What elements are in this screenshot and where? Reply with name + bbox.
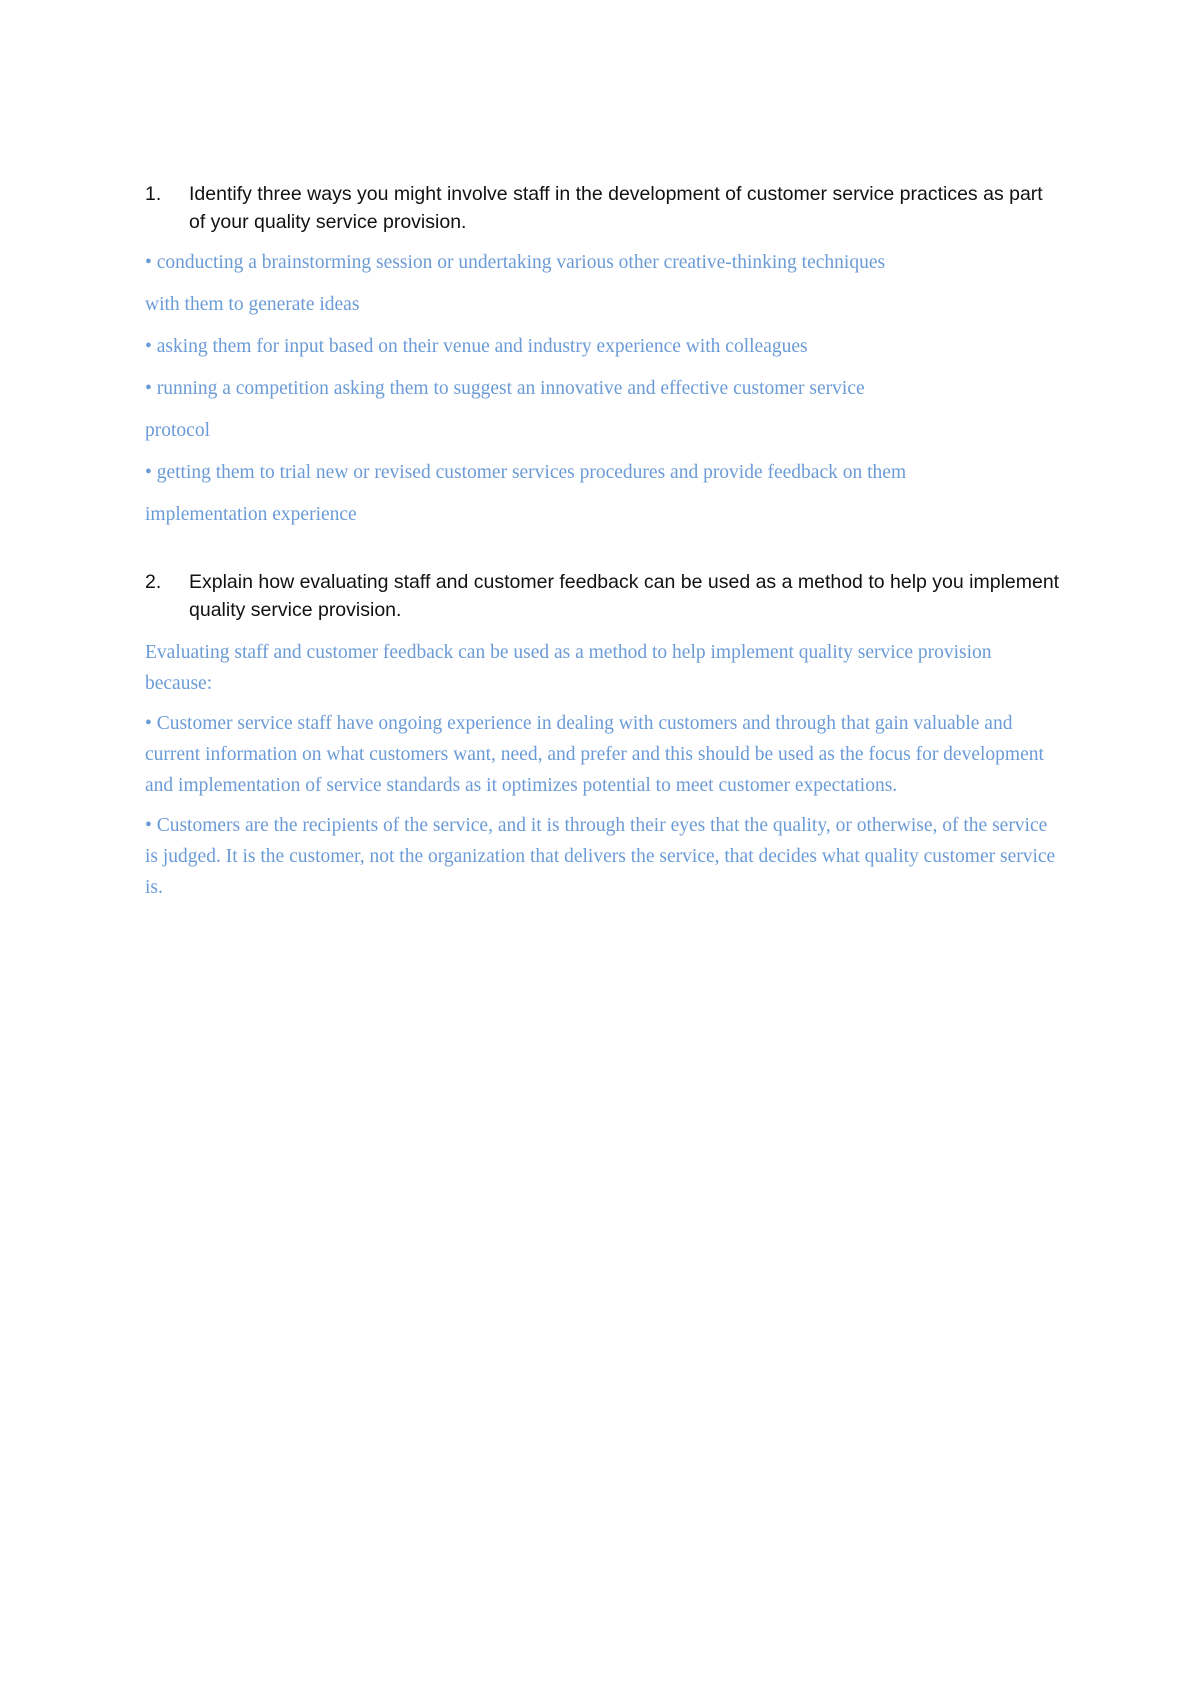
answer-1-line: • getting them to trial new or revised customer services procedures and provide feedback on them: [145, 462, 907, 483]
question-1: [145, 180, 1060, 236]
answer-1-line: implementation experience: [145, 504, 357, 525]
question-2-text: Explain how evaluating staff and customer feedback can be used as a method to help you implement quality service provision.: [189, 571, 1060, 621]
answer-1-line: with them to generate ideas: [145, 294, 360, 315]
answer-2-paragraph: • Customers are the recipients of the service, and it is through their eyes that the quality, or otherwise, of the service is judged. It is the customer, not the organization that delivers the service, that decides what quality customer service is.: [145, 815, 1056, 898]
answer-1-line: protocol: [145, 420, 210, 441]
document-body: [145, 180, 1060, 903]
answer-1-line: • running a competition asking them to suggest an innovative and effective customer service: [145, 378, 865, 399]
answer-1-line: • conducting a brainstorming session or undertaking various other creative-thinking techniques: [145, 252, 886, 273]
answer-1-line: • asking them for input based on their venue and industry experience with colleagues: [145, 336, 808, 357]
question-1-text: Identify three ways you might involve staff in the development of customer service practices as part of your quality service provision.: [189, 183, 1043, 233]
question-2: [145, 568, 1060, 624]
answer-2-paragraph: • Customer service staff have ongoing experience in dealing with customers and through that gain valuable and current information on what customers want, need, and prefer and this should be used as the focus for development and implementation of service standards as it optimizes potential to meet customer expectations.: [145, 713, 1044, 796]
question-1-number: 1.: [145, 183, 162, 205]
answer-2-paragraph: Evaluating staff and customer feedback can be used as a method to help implement quality service provision because:: [145, 642, 992, 694]
question-2-number: 2.: [145, 571, 162, 593]
